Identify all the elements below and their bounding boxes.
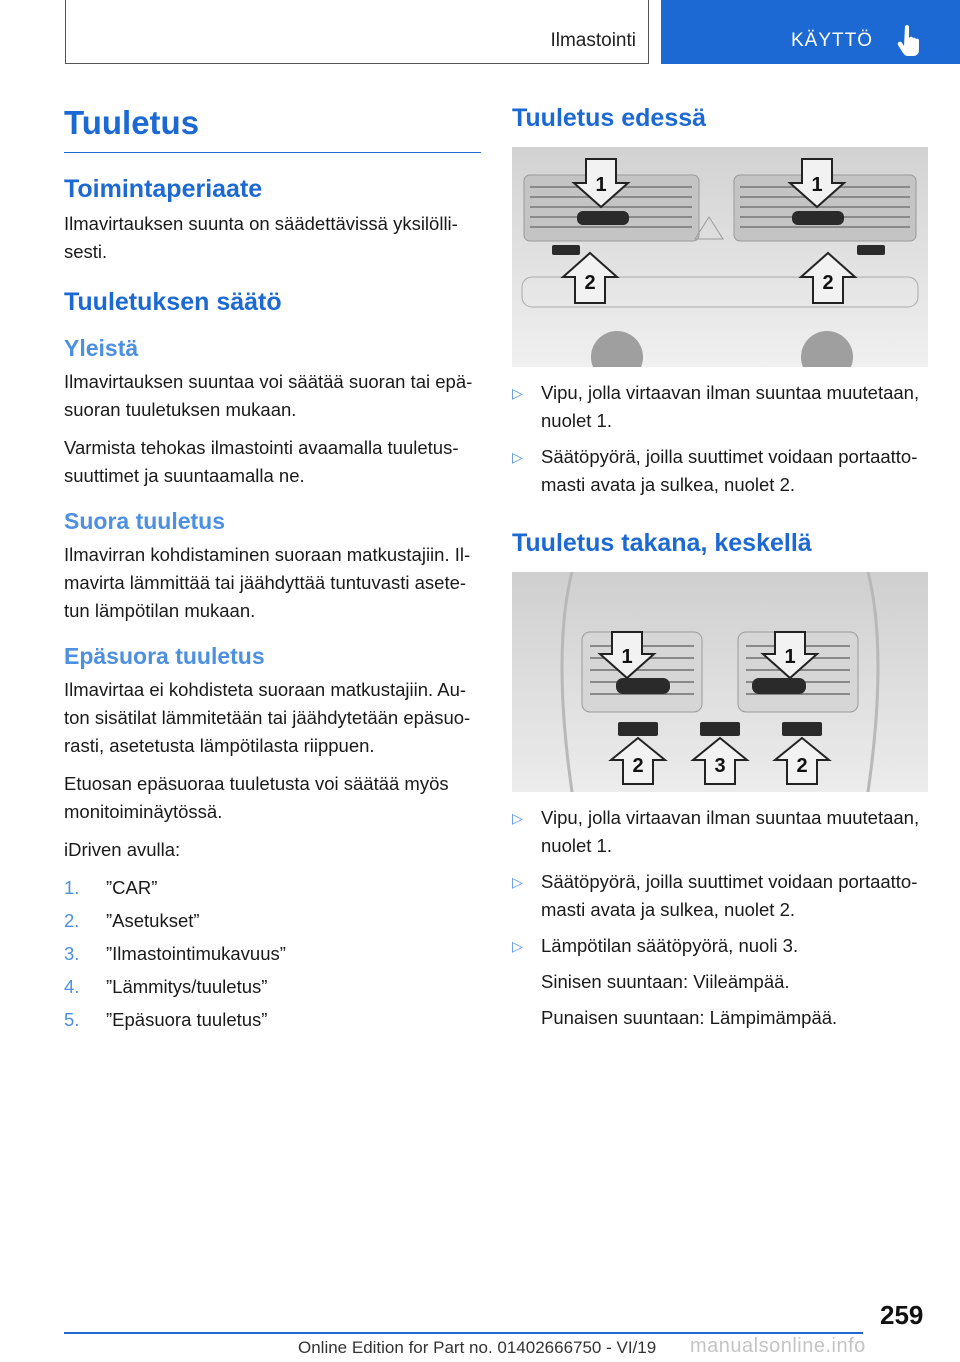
front-arrow-label-1: 1 bbox=[595, 174, 607, 196]
list-item bbox=[512, 932, 928, 960]
subsection-title-yleista: Yleistä bbox=[64, 335, 139, 361]
paragraph-yleista-1: Ilmavirtauksen suuntaa voi säätää suoran tai epä-suoran tuuletuksen mukaan. bbox=[64, 371, 473, 420]
rear-items-list bbox=[512, 804, 928, 960]
paragraph-epasuora-2: Etuosan epäsuoraa tuuletusta voi säätää myös monitoiminäytössä. bbox=[64, 773, 449, 822]
step-number: 1. bbox=[64, 877, 80, 898]
rear-arrow-label-3: 3 bbox=[714, 755, 726, 777]
step-text: ”Epäsuora tuuletus” bbox=[106, 1009, 268, 1030]
rear-arrow-label-2: 2 bbox=[632, 755, 644, 777]
paragraph-yleista-2: Varmista tehokas ilmastointi avaamalla tuuletus-suuttimet ja suuntaamalla ne. bbox=[64, 437, 459, 486]
section-title-front: Tuuletus edessä bbox=[512, 104, 707, 132]
triangle-bullet-icon: ▷ bbox=[512, 810, 523, 826]
note-blue: Sinisen suuntaan: Viileämpää. bbox=[541, 971, 790, 992]
list-item bbox=[64, 1006, 481, 1034]
footer-watermark: manualsonline.info bbox=[690, 1335, 866, 1357]
rear-arrow-label-2b: 2 bbox=[796, 755, 808, 777]
step-text: ”Ilmastointimukavuus” bbox=[106, 943, 286, 964]
page-number: 259 bbox=[880, 1300, 924, 1330]
list-item bbox=[512, 379, 928, 435]
list-item bbox=[512, 804, 928, 860]
list-item bbox=[64, 973, 481, 1001]
step-text: ”Asetukset” bbox=[106, 910, 200, 931]
list-item bbox=[64, 874, 481, 902]
footer-edition-text: Online Edition for Part no. 01402666750 - VI/19 bbox=[298, 1338, 657, 1357]
step-number: 5. bbox=[64, 1009, 80, 1030]
section-title-toimintaperiaate: Toimintaperiaate bbox=[64, 175, 263, 203]
rear-vents-image bbox=[512, 572, 928, 792]
pointing-hand-icon bbox=[894, 22, 930, 58]
list-item bbox=[64, 940, 481, 968]
front-vents-image bbox=[512, 147, 928, 367]
step-number: 3. bbox=[64, 943, 80, 964]
idrive-steps-list bbox=[64, 874, 481, 1034]
paragraph-idrive: iDriven avulla: bbox=[64, 839, 181, 860]
front-arrow-label-2: 2 bbox=[584, 272, 596, 294]
front-arrow-label-1b: 1 bbox=[811, 174, 823, 196]
triangle-bullet-icon: ▷ bbox=[512, 385, 523, 401]
left-column bbox=[64, 100, 481, 1039]
note-red: Punaisen suuntaan: Lämpimämpää. bbox=[541, 1007, 838, 1028]
page-title: Tuuletus bbox=[64, 104, 481, 153]
step-number: 4. bbox=[64, 976, 80, 997]
paragraph-epasuora-1: Ilmavirtaa ei kohdisteta suoraan matkustajiin. Au-ton sisätilat lämmitetään tai jäähdytetään epäsuo-rasti, asetetusta lämpötilasta riippuen. bbox=[64, 679, 471, 756]
list-item bbox=[64, 907, 481, 935]
front-arrow-label-2b: 2 bbox=[822, 272, 834, 294]
section-title-saato: Tuuletuksen säätö bbox=[64, 288, 282, 316]
step-number: 2. bbox=[64, 910, 80, 931]
list-item bbox=[512, 868, 928, 924]
subsection-title-epasuora: Epäsuora tuuletus bbox=[64, 643, 265, 669]
right-column bbox=[512, 100, 928, 1040]
triangle-bullet-icon: ▷ bbox=[512, 874, 523, 890]
item-text: Lämpötilan säätöpyörä, nuoli 3. bbox=[541, 935, 799, 956]
triangle-bullet-icon: ▷ bbox=[512, 938, 523, 954]
item-text: Säätöpyörä, joilla suuttimet voidaan portaatto-masti avata ja sulkea, nuolet 2. bbox=[541, 871, 918, 920]
paragraph-suora: Ilmavirran kohdistaminen suoraan matkustajiin. Il-mavirta lämmittää tai jäähdyttää tuntuvasti asete-tun lämpötilan mukaan. bbox=[64, 544, 471, 621]
subsection-title-suora: Suora tuuletus bbox=[64, 508, 226, 534]
rear-arrow-label-1: 1 bbox=[621, 646, 633, 668]
step-text: ”Lämmitys/tuuletus” bbox=[106, 976, 268, 997]
header-tab[interactable] bbox=[661, 0, 960, 64]
section-title-rear: Tuuletus takana, keskellä bbox=[512, 529, 812, 557]
list-item bbox=[512, 443, 928, 499]
paragraph-toimintaperiaate: Ilmavirtauksen suunta on säädettävissä yksilölli-sesti. bbox=[64, 213, 458, 262]
step-text: ”CAR” bbox=[106, 877, 158, 898]
header-tab-label: KÄYTTÖ bbox=[791, 30, 874, 51]
item-text: Säätöpyörä, joilla suuttimet voidaan portaatto-masti avata ja sulkea, nuolet 2. bbox=[541, 446, 918, 495]
header-title: Ilmastointi bbox=[550, 30, 636, 51]
footer-divider bbox=[64, 1332, 863, 1334]
front-items-list bbox=[512, 379, 928, 499]
header-box bbox=[65, 0, 649, 64]
triangle-bullet-icon: ▷ bbox=[512, 449, 523, 465]
item-text: Vipu, jolla virtaavan ilman suuntaa muutetaan, nuolet 1. bbox=[541, 807, 920, 856]
rear-arrow-label-1b: 1 bbox=[784, 646, 796, 668]
item-text: Vipu, jolla virtaavan ilman suuntaa muutetaan, nuolet 1. bbox=[541, 382, 920, 431]
